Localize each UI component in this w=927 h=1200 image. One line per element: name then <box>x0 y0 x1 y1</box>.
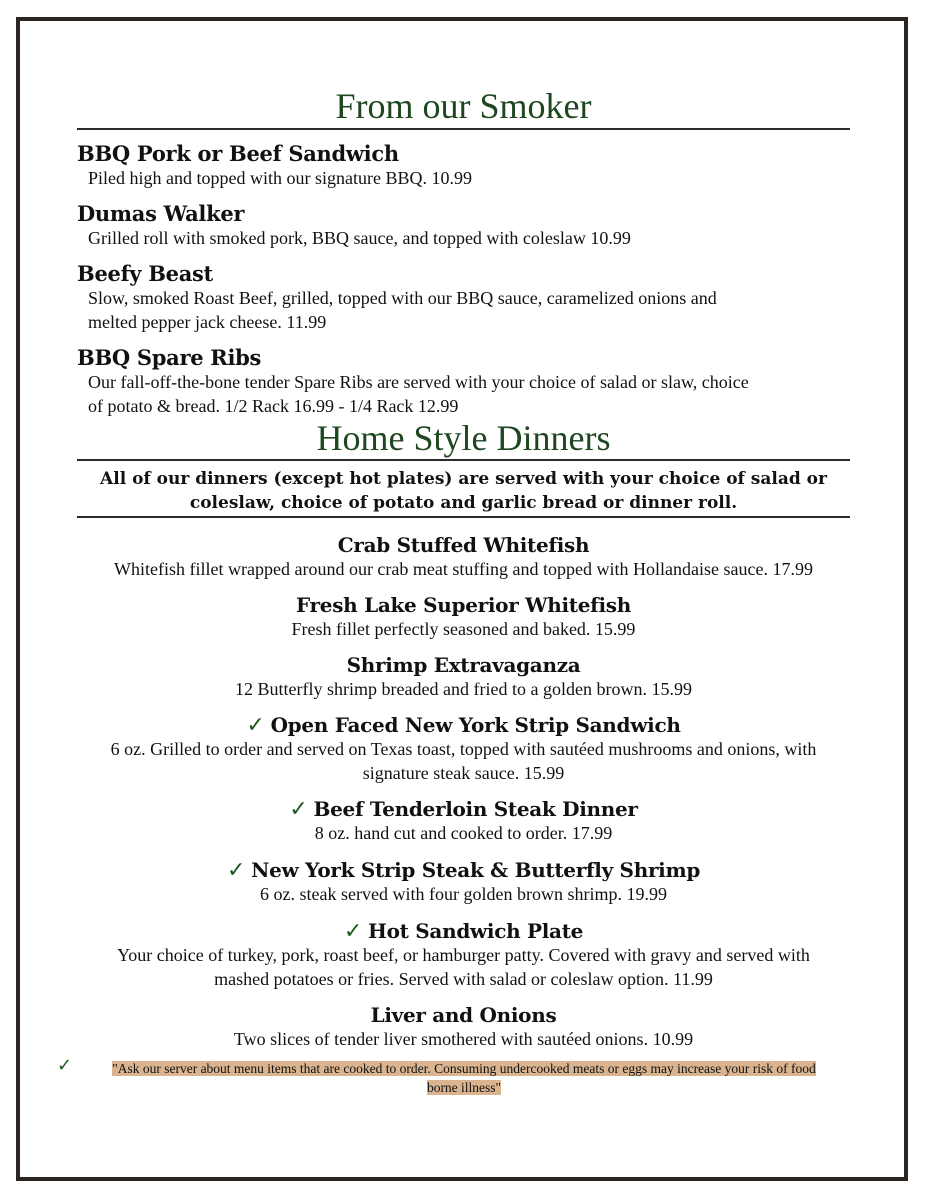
smoker-item-desc: Piled high and topped with our signature BBQ. 10.99 <box>88 168 472 188</box>
smoker-title: From our Smoker <box>335 86 592 126</box>
dinners-title-rule <box>77 459 850 461</box>
smoker-item-name: Dumas Walker <box>77 201 245 226</box>
smoker-item-name: BBQ Pork or Beef Sandwich <box>77 141 399 166</box>
smoker-item-desc: Grilled roll with smoked pork, BBQ sauce, and topped with coleslaw 10.99 <box>88 228 631 248</box>
dinner-item-desc: 6 oz. steak served with four golden brown shrimp. 19.99 <box>260 884 667 904</box>
dinner-item-desc: 12 Butterfly shrimp breaded and fried to a golden brown. 15.99 <box>235 679 692 699</box>
smoker-item-desc: of potato & bread. 1/2 Rack 16.99 - 1/4 Rack 12.99 <box>88 396 459 416</box>
dinner-item-desc: Whitefish fillet wrapped around our crab meat stuffing and topped with Hollandaise sauce. 17.99 <box>114 559 813 579</box>
dinner-item-desc: 8 oz. hand cut and cooked to order. 17.99 <box>314 823 613 843</box>
dinner-item-desc: Your choice of turkey, pork, roast beef, or hamburger patty. Covered with gravy and served with <box>117 945 810 965</box>
dinner-item-name: Beef Tenderloin Steak Dinner <box>313 797 638 821</box>
dinner-item-name: Shrimp Extravaganza <box>346 653 581 677</box>
dinners-title: Home Style Dinners <box>316 418 611 458</box>
dinner-item-desc: Two slices of tender liver smothered with sautéed onions. 10.99 <box>233 1029 694 1049</box>
checkmark-icon: ✓ <box>289 797 308 822</box>
dinner-item-name: Open Faced New York Strip Sandwich <box>270 713 681 737</box>
checkmark-icon: ✓ <box>246 713 265 738</box>
smoker-item-desc: melted pepper jack cheese. 11.99 <box>88 312 327 332</box>
smoker-item-desc: Our fall-off-the-bone tender Spare Ribs are served with your choice of salad or slaw, choice <box>88 372 749 392</box>
dinner-item-name: Crab Stuffed Whitefish <box>337 533 590 557</box>
note-line-2: borne illness" <box>426 1080 502 1095</box>
food-safety-note <box>74 1059 854 1097</box>
dinner-item-desc: 6 oz. Grilled to order and served on Texas toast, topped with sautéed mushrooms and onions, with <box>110 739 817 759</box>
checkmark-icon: ✓ <box>343 919 363 944</box>
dinners-intro-rule <box>77 516 850 518</box>
checkmark-icon: ✓ <box>226 858 246 883</box>
dinner-item-name: New York Strip Steak & Butterfly Shrimp <box>251 858 701 882</box>
dinners-intro: All of our dinners (except hot plates) are served with your choice of salad or coleslaw, choice of potato and garlic bread or dinner roll. <box>100 469 827 513</box>
dinner-item-desc: Fresh fillet perfectly seasoned and baked. 15.99 <box>291 619 636 639</box>
smoker-item-name: BBQ Spare Ribs <box>77 345 262 370</box>
smoker-item-desc: Slow, smoked Roast Beef, grilled, topped with our BBQ sauce, caramelized onions and <box>88 288 717 308</box>
smoker-title-rule <box>77 128 850 130</box>
dinner-item-desc: signature steak sauce. 15.99 <box>362 763 565 783</box>
smoker-item-name: Beefy Beast <box>77 261 213 286</box>
dinner-item-heading <box>0 858 927 883</box>
dinner-item-heading <box>0 919 927 944</box>
dinner-item-desc: mashed potatoes or fries. Served with salad or coleslaw option. 11.99 <box>214 969 713 989</box>
dinner-item-name: Hot Sandwich Plate <box>368 919 584 943</box>
dinner-item-name: Liver and Onions <box>370 1003 557 1027</box>
dinner-item-name: Fresh Lake Superior Whitefish <box>296 593 631 617</box>
dinner-item-heading <box>0 713 927 738</box>
note-line-1: "Ask our server about menu items that are cooked to order. Consuming undercooked meats or eggs may increase your risk of food <box>112 1061 816 1076</box>
checkmark-icon: ✓ <box>57 1055 73 1076</box>
dinner-item-heading <box>0 797 927 822</box>
